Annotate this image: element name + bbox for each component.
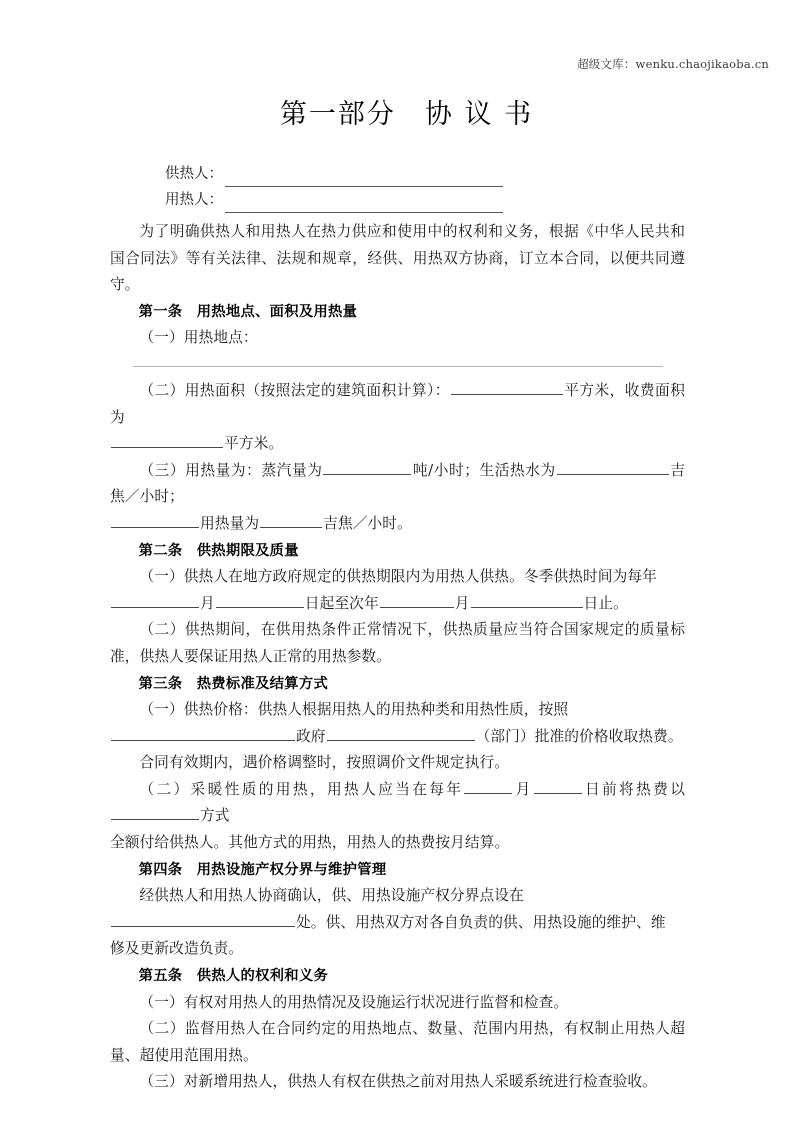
fill-in-blank[interactable]	[471, 593, 583, 608]
fill-in-blank[interactable]	[557, 460, 669, 475]
fill-in-blank[interactable]	[380, 593, 454, 608]
fill-in-blank[interactable]	[534, 779, 582, 794]
article-number: 第二条	[138, 542, 183, 559]
write-in-line[interactable]	[133, 366, 663, 367]
article-item	[110, 697, 685, 750]
item-text: 月	[513, 780, 533, 798]
article-heading	[110, 299, 685, 326]
fill-in-blank[interactable]	[464, 779, 512, 794]
articles-container	[110, 299, 685, 1096]
supplier-fill-line[interactable]	[225, 171, 503, 187]
item-text: （二）用热面积（按照法定的建筑面积计算）：	[139, 381, 450, 399]
consumer-label: 用热人：	[165, 192, 223, 208]
article-item: （二）供热期间，在供用热条件正常情况下，供热质量应当符合国家规定的质量标准，供热人要保证用热人正常的用热参数。	[110, 621, 685, 665]
item-text: 吉焦／小时。	[323, 514, 412, 532]
item-text: 吉焦／小时；	[110, 461, 685, 506]
article-item	[110, 777, 685, 857]
fill-in-blank[interactable]	[323, 460, 411, 475]
item-text: 月	[200, 594, 215, 612]
item-text: 平方米。	[224, 435, 284, 453]
watermark-text: 超级文库：wenku.chaojikaoba.cn	[577, 57, 769, 71]
item-text: 用热量为	[200, 514, 260, 532]
fill-in-blank[interactable]	[111, 726, 295, 741]
fill-in-blank[interactable]	[216, 593, 304, 608]
item-text: （二）采暖性质的用热，用热人应当在每年	[139, 780, 464, 798]
fill-in-blank[interactable]	[260, 513, 322, 528]
item-text: 吨/小时；生活热水为	[412, 461, 556, 479]
preamble-paragraph: 为了明确供热人和用热人在热力供应和使用中的权利和义务，根据《中华人民共和国合同法》等有关法律、法规和规章，经供、用热双方协商，订立本合同，以便共同遵守。	[110, 223, 685, 294]
item-text: 修及更新改造负责。	[110, 940, 244, 958]
item-text: 月	[454, 594, 470, 612]
item-text: 经供热人和用热人协商确认，供、用热设施产权分界点设在	[139, 887, 524, 905]
item-text: 日止。	[583, 594, 628, 612]
article-item: （三）对新增用热人，供热人有权在供热之前对用热人采暖系统进行检查验收。	[139, 1073, 657, 1091]
party-signature-block	[110, 161, 685, 213]
item-text: （部门）批准的价格收取热费。	[475, 727, 683, 745]
article-item: （一）用热地点：	[139, 329, 258, 347]
item-text: 处。供、用热双方对各自负责的供、用热设施的维护、维	[296, 913, 666, 931]
article-heading	[110, 671, 685, 698]
article-number: 第五条	[138, 968, 183, 985]
article-item: （二）监督用热人在合同约定的用热地点、数量、范围内用热，有权制止用热人超量、超使用范围用热。	[110, 1020, 685, 1064]
item-text: 日前将热费以	[582, 780, 685, 798]
item-text: 日起至次年	[304, 594, 379, 612]
page-title: 第一部分 协 议 书	[279, 99, 534, 130]
item-text: （三）用热量为：蒸汽量为	[139, 461, 323, 479]
article-heading	[110, 538, 685, 565]
fill-in-blank[interactable]	[111, 513, 199, 528]
item-text: （一）供热价格：供热人根据用热人的用热种类和用热性质，按照	[139, 701, 569, 719]
party-row-supplier	[165, 161, 685, 187]
fill-in-blank[interactable]	[111, 912, 295, 927]
article-number: 第一条	[138, 303, 183, 320]
party-row-consumer	[165, 187, 685, 213]
article-title: 用热地点、面积及用热量	[196, 303, 358, 320]
document-content	[110, 92, 685, 1096]
fill-in-blank[interactable]	[111, 806, 199, 821]
article-heading	[110, 963, 685, 990]
fill-in-blank[interactable]	[111, 593, 199, 608]
fill-in-blank[interactable]	[327, 726, 475, 741]
item-text: 方式	[200, 807, 230, 825]
fill-in-blank[interactable]	[451, 380, 563, 395]
article-number: 第四条	[138, 861, 183, 878]
article-title: 供热期限及质量	[196, 542, 299, 559]
fill-in-blank[interactable]	[111, 433, 223, 448]
article-heading	[110, 857, 685, 884]
article-item	[110, 883, 685, 963]
article-title: 供热人的权利和义务	[196, 968, 329, 985]
article-item: 合同有效期内，遇价格调整时，按照调价文件规定执行。	[139, 754, 510, 772]
article-title: 用热设施产权分界与维护管理	[196, 861, 387, 878]
item-text: 平方米，收费面积为	[110, 381, 685, 426]
item-text: （一）供热人在地方政府规定的供热期限内为用热人供热。冬季供热时间为每年	[139, 568, 657, 586]
item-text: 政府	[296, 727, 326, 745]
article-item	[110, 378, 685, 458]
item-text: 全额付给供热人。其他方式的用热，用热人的热费按月结算。	[110, 834, 510, 852]
article-item	[110, 564, 685, 617]
article-item	[110, 458, 685, 538]
article-item: （一）有权对用热人的用热情况及设施运行状况进行监督和检查。	[139, 993, 569, 1011]
supplier-label: 供热人：	[165, 166, 223, 182]
consumer-fill-line[interactable]	[225, 197, 503, 213]
article-number: 第三条	[138, 675, 183, 692]
article-title: 热费标准及结算方式	[196, 675, 329, 692]
